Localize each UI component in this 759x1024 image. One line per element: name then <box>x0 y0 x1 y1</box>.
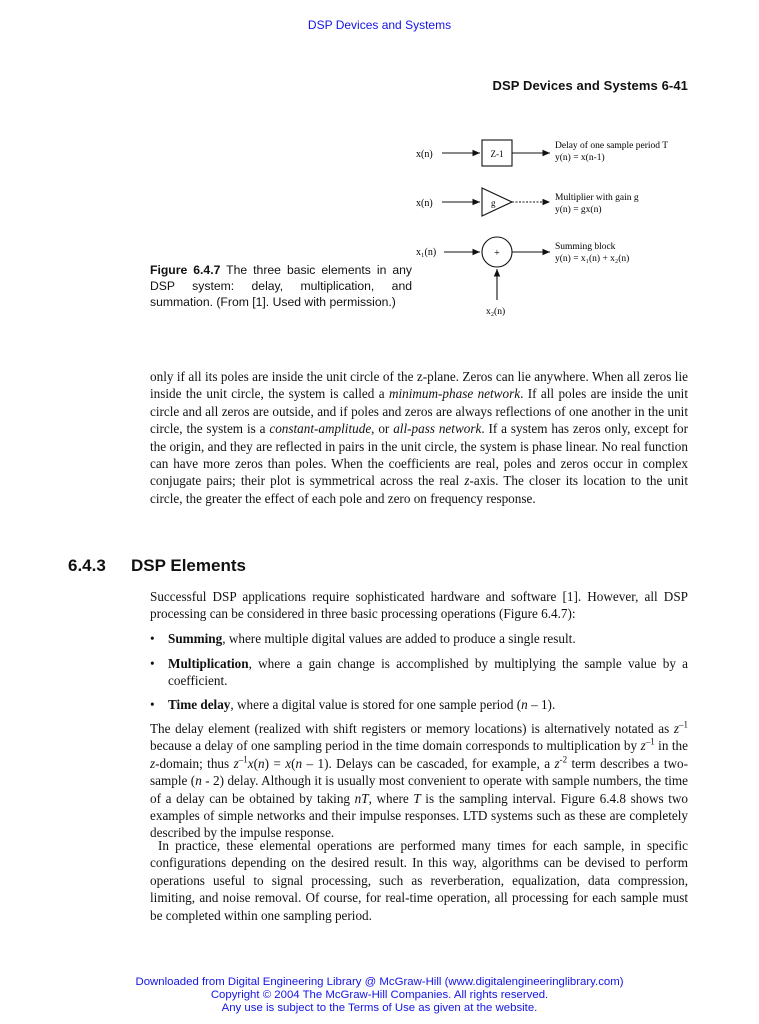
multiplier-desc-line1: Multiplier with gain g <box>555 193 639 203</box>
list-item-time-delay: • Time delay, where a digital value is stored for one sample period (n – 1). <box>150 697 556 712</box>
multiplier-gain-label: g <box>491 198 496 208</box>
footer-download-link[interactable]: Downloaded from Digital Engineering Library @ McGraw-Hill (www.digitalengineeringlibrary.com) <box>135 976 624 988</box>
section-number: 6.4.3 <box>68 556 106 575</box>
summer-input1-label: x₁(n) <box>416 247 437 258</box>
delay-block-label: Z-1 <box>490 149 504 159</box>
bullet-marker: • <box>150 631 155 646</box>
footer-terms-link[interactable]: Any use is subject to the Terms of Use as given at the website. <box>221 1002 538 1014</box>
delay-desc-line1: Delay of one sample period T <box>555 141 668 151</box>
multiplier-desc-line2: y(n) = gx(n) <box>555 205 602 215</box>
multiplier-triangle <box>482 188 512 216</box>
paragraph-delay-element: The delay element (realized with shift registers or memory locations) is alternatively notated as $z^{-1}$ because a delay of one sampling period in the time domain corresponds to multiplication by $z^{-1}$ in the z-domain; thus $z^{-1}x(n) = x(n - 1)$. Delays can be cascaded, for example, a $z^{-2}$ term describes a two-sample (n - 2) delay. Although it is usually most convenient to operate with sample numbers, the time of a delay can be obtained by taking nT, where T is the sampling interval. Figure 6.4.8 shows two examples of simple networks and their impulse responses. LTD systems such as these are completely described by the impulse response. <box>150 719 689 841</box>
document-source-header: DSP Devices and Systems <box>307 18 452 32</box>
paragraph-poles-zeros: only if all its poles are inside the unit circle of the z-plane. Zeros can lie anywhere. When all zeros lie inside the unit circle, the system is called a minimum-phase network. If all poles are inside the unit circle and all zeros are outside, and if poles and zeros are always reflections of one another in the unit circle, the system is a constant-amplitude, or all-pass network. If a system has zeros only, except for the origin, and they are reflected in pairs in the unit circle, the system is phase linear. No real function can have more zeros than poles. When the coefficients are real, poles and zeros occur in complex conjugate pairs; their plot is symmetrical across the real z-axis. The closer its location to the unit circle, the greater the effect of each pole and zero on frequency response. <box>150 369 689 506</box>
paragraph-practice: In practice, these elemental operations are performed many times for each sample, in specific configurations depending on the desired result. In this way, algorithms can be devised to perform operations useful to signal processing, such as reverberation, equalization, data compression, limiting, and noise removal. Of course, for real-time operation, all processing for each sample must be completed within one sampling period. <box>150 838 688 923</box>
figure-caption-label: Figure 6.4.7 <box>150 263 221 277</box>
bullet-marker: • <box>150 656 155 671</box>
list-item-multiplication: • Multiplication, where a gain change is accomplished by multiplying the sample value by a coefficient. <box>150 656 688 689</box>
dsp-elements-figure <box>400 128 700 323</box>
delay-input-label: x(n) <box>416 149 433 160</box>
summer-input2-label: x₂(n) <box>486 307 506 317</box>
summer-plus-label: + <box>494 248 500 259</box>
running-head: DSP Devices and Systems 6-41 <box>492 78 688 93</box>
delay-desc-line2: y(n) = x(n-1) <box>555 153 605 163</box>
section-title: DSP Elements <box>131 556 246 575</box>
multiplier-input-label: x(n) <box>416 198 433 209</box>
footer-copyright: Copyright © 2004 The McGraw-Hill Companies. All rights reserved. <box>210 989 549 1001</box>
summer-desc-line2: y(n) = x₁(n) + x₂(n) <box>555 254 630 264</box>
paragraph-intro: Successful DSP applications require sophisticated hardware and software [1]. However, all DSP processing can be considered in three basic processing operations (Figure 6.4.7): <box>150 589 688 622</box>
bullet-marker: • <box>150 697 155 712</box>
summer-desc-line1: Summing block <box>555 242 616 252</box>
page-footer <box>0 976 759 1015</box>
list-item-summing: • Summing, where multiple digital values are added to produce a single result. <box>150 631 576 646</box>
figure-caption-text: The three basic elements in any DSP system: delay, multiplication, and summation. (From [1]. Used with permission.) <box>150 263 412 309</box>
figure-caption <box>150 262 412 310</box>
